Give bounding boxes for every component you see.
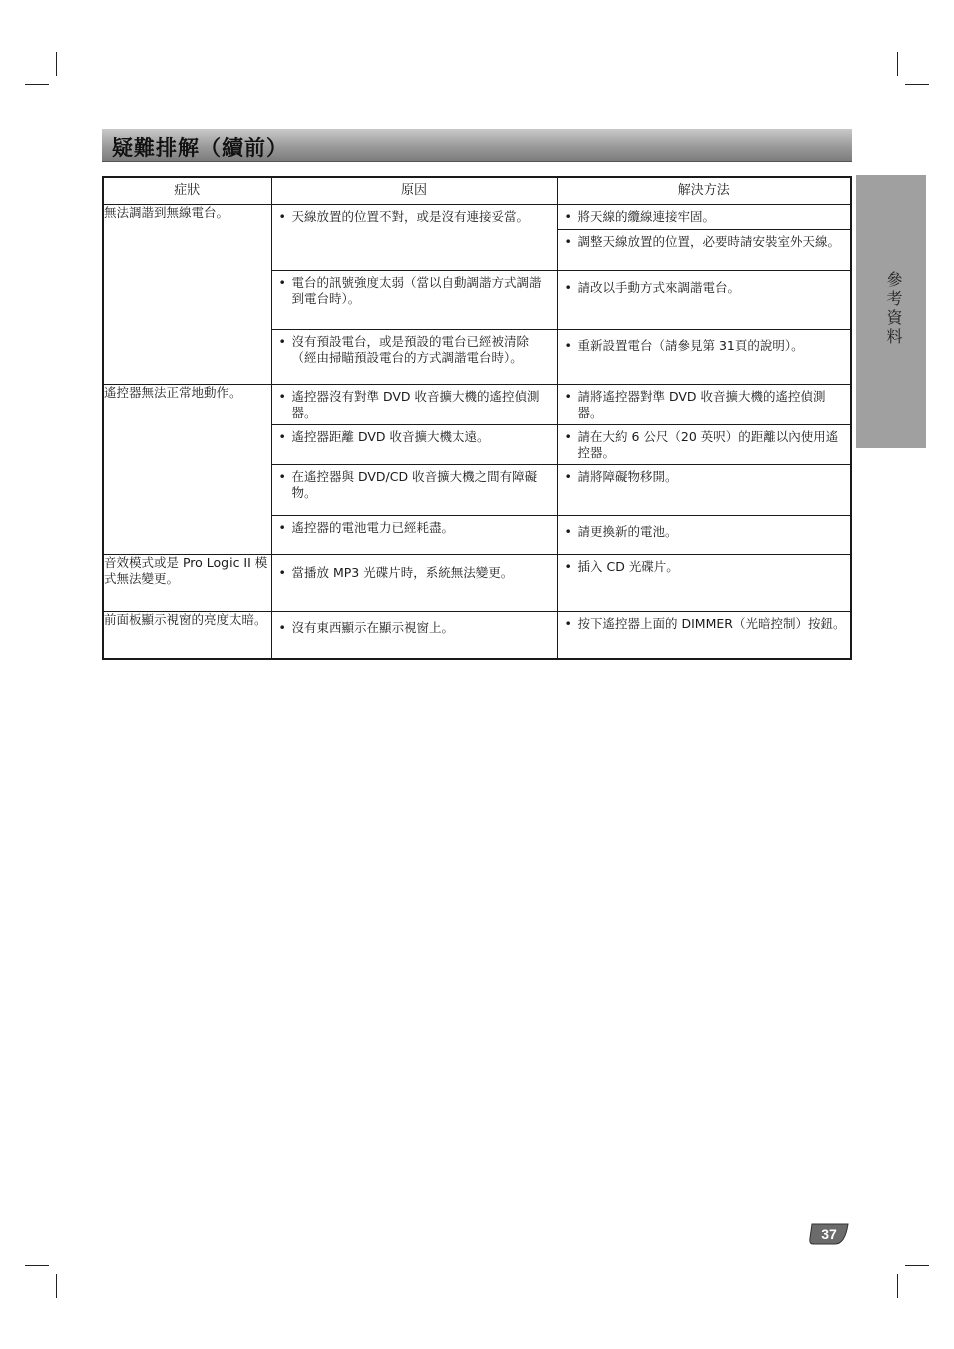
section-title-bar	[102, 129, 852, 162]
cause-text: 電台的訊號強度太弱（當以自動調諧方式調諧到電台時）。	[291, 275, 542, 306]
solution-text: 請在大約 6 公尺（20 英呎）的距離以內使用遙控器。	[577, 429, 839, 460]
page-number: 37	[821, 1226, 837, 1242]
bullet: •	[278, 620, 286, 635]
table-row	[103, 385, 851, 425]
cause-cell	[271, 465, 557, 516]
crop-mark	[905, 84, 929, 85]
solution-text: 請將遙控器對準 DVD 收音擴大機的遙控偵測器。	[577, 389, 826, 420]
solution-text: 請將障礙物移開。	[577, 469, 678, 484]
bullet: •	[564, 524, 572, 539]
column-header-solution: 解決方法	[557, 177, 851, 205]
cause-cell	[271, 425, 557, 465]
solution-cell	[557, 385, 851, 425]
cause-text: 遙控器沒有對準 DVD 收音擴大機的遙控偵測器。	[291, 389, 540, 420]
solution-cell	[557, 205, 851, 230]
cause-cell	[271, 555, 557, 612]
solution-cell	[557, 330, 851, 385]
bullet: •	[278, 565, 286, 580]
solution-cell	[557, 555, 851, 612]
bullet: •	[278, 334, 286, 349]
symptom-cell: 前面板顯示視窗的亮度太暗。	[103, 612, 271, 660]
table-header-row	[103, 177, 851, 205]
bullet: •	[278, 389, 286, 404]
bullet: •	[564, 469, 572, 484]
solution-text: 請更換新的電池。	[577, 524, 678, 539]
bullet: •	[278, 209, 286, 224]
cause-text: 遙控器的電池電力已經耗盡。	[291, 520, 455, 535]
bullet: •	[564, 234, 572, 249]
symptom-cell: 音效模式或是 Pro Logic II 模式無法變更。	[103, 555, 271, 612]
crop-mark	[25, 1265, 49, 1266]
symptom-cell: 無法調諧到無線電台。	[103, 205, 271, 385]
crop-mark	[56, 1274, 57, 1298]
cause-cell	[271, 516, 557, 555]
crop-mark	[905, 1265, 929, 1266]
table-row	[103, 205, 851, 230]
crop-mark	[897, 1274, 898, 1298]
bullet: •	[564, 429, 572, 444]
page-title: 疑難排解（續前）	[112, 136, 288, 160]
cause-cell	[271, 271, 557, 330]
solution-cell	[557, 425, 851, 465]
bullet: •	[278, 469, 286, 484]
solution-cell	[557, 465, 851, 516]
side-tab-label: 參考資料	[884, 271, 903, 347]
solution-cell	[557, 230, 851, 271]
bullet: •	[278, 429, 286, 444]
solution-text: 插入 CD 光碟片。	[577, 559, 679, 574]
bullet: •	[564, 559, 572, 574]
bullet: •	[564, 338, 572, 353]
solution-text: 將天線的纜線連接牢固。	[577, 209, 716, 224]
table-row	[103, 612, 851, 660]
table-row	[103, 555, 851, 612]
crop-mark	[897, 52, 898, 76]
solution-text: 重新設置電台（請參見第 31頁的說明）。	[577, 338, 804, 353]
cause-cell	[271, 205, 557, 271]
troubleshooting-table	[102, 176, 852, 660]
bullet: •	[278, 275, 286, 290]
symptom-cell: 遙控器無法正常地動作。	[103, 385, 271, 555]
page-number-badge	[809, 1222, 849, 1246]
side-tab	[856, 175, 926, 448]
bullet: •	[278, 520, 286, 535]
bullet: •	[564, 616, 572, 631]
crop-mark	[56, 52, 57, 76]
cause-text: 沒有東西顯示在顯示視窗上。	[291, 620, 455, 635]
cause-cell	[271, 385, 557, 425]
solution-text: 請改以手動方式來調諧電台。	[577, 280, 741, 295]
bullet: •	[564, 280, 572, 295]
bullet: •	[564, 209, 572, 224]
cause-cell	[271, 612, 557, 660]
cause-text: 遙控器距離 DVD 收音擴大機太遠。	[291, 429, 490, 444]
cause-text: 當播放 MP3 光碟片時，系統無法變更。	[291, 565, 514, 580]
cause-text: 天線放置的位置不對，或是沒有連接妥當。	[291, 209, 530, 224]
solution-cell	[557, 612, 851, 660]
cause-text: 在遙控器與 DVD/CD 收音擴大機之間有障礙物。	[291, 469, 538, 500]
crop-mark	[25, 84, 49, 85]
cause-cell	[271, 330, 557, 385]
column-header-symptom: 症狀	[103, 177, 271, 205]
solution-cell	[557, 516, 851, 555]
cause-text: 沒有預設電台，或是預設的電台已經被清除（經由掃瞄預設電台的方式調諧電台時）。	[291, 334, 530, 365]
solution-text: 調整天線放置的位置，必要時請安裝室外天線。	[577, 234, 841, 249]
column-header-cause: 原因	[271, 177, 557, 205]
solution-cell	[557, 271, 851, 330]
solution-text: 按下遙控器上面的 DIMMER（光暗控制）按鈕。	[577, 616, 846, 631]
bullet: •	[564, 389, 572, 404]
